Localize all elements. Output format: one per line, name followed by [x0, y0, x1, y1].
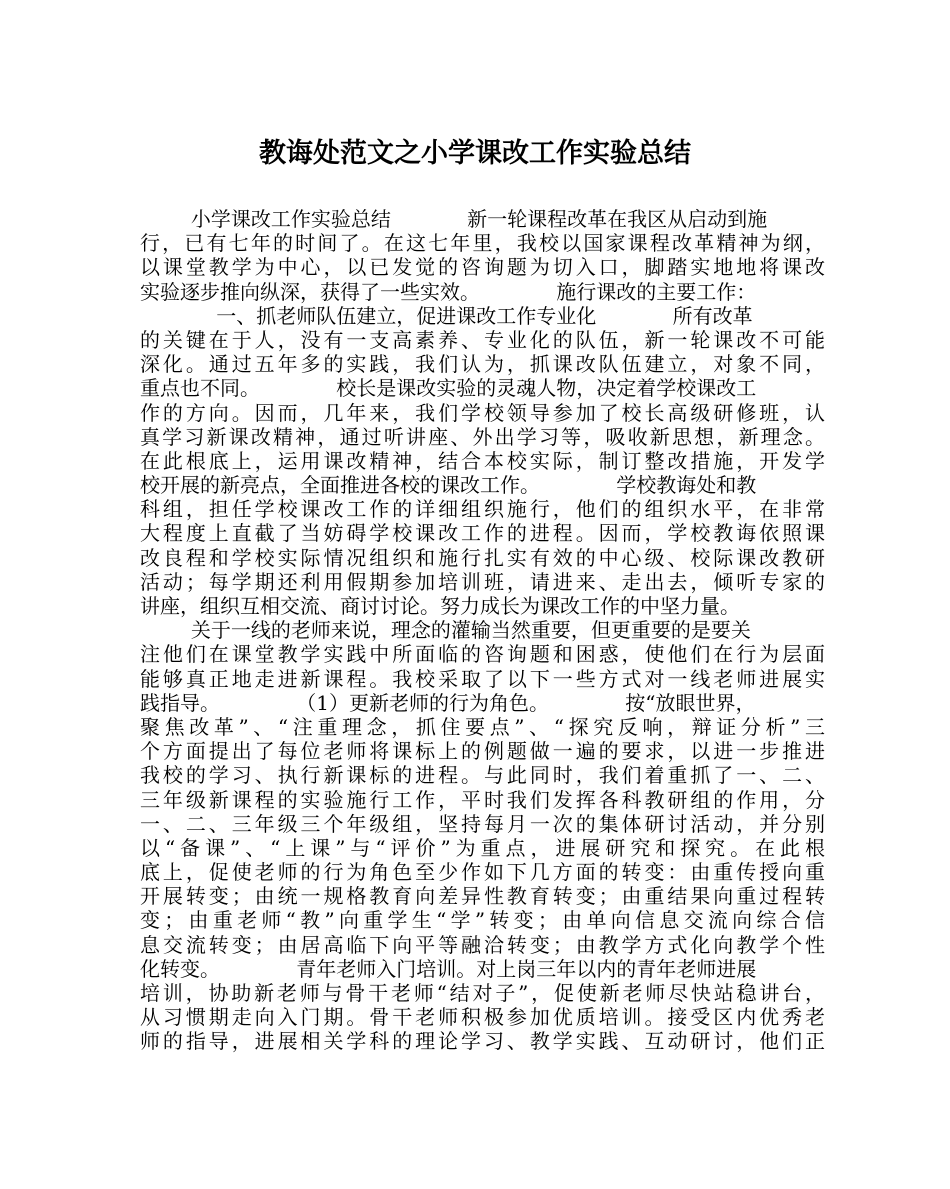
body-line: 作的方向。因而，几年来，我们学校领导参加了校长高级研修班，认 [140, 400, 825, 425]
body-line: 校开展的新亮点，全面推进各校的课改工作。 学校教诲处和教 [140, 473, 757, 498]
body-line: 培训，协助新老师与骨干老师“结对子”，促使新老师尽快站稳讲台， [140, 981, 825, 1005]
body-line: 重点也不同。 校长是课改实验的灵魂人物，决定着学校课改工 [140, 376, 757, 401]
document-body [140, 207, 825, 1054]
body-line: 在此根底上，运用课改精神，结合本校实际，制订整改措施，开发学 [140, 448, 825, 473]
body-line: 小学课改工作实验总结 新一轮课程改革在我区从启动到施 [140, 207, 768, 231]
body-line: 真学习新课改精神，通过听讲座、外出学习等，吸收新思想，新理念。 [140, 424, 825, 449]
body-line: 我校的学习、执行新课标的进程。与此同时，我们着重抓了一、二、 [140, 763, 825, 788]
body-line: 息交流转变；由居高临下向平等融洽转变；由教学方式化向教学个性 [140, 932, 825, 957]
body-line: 践指导。 （1）更新老师的行为角色。 按“放眼世界， [140, 690, 756, 715]
body-line: 以“备课”、“上课”与“评价”为重点，进展研究和探究。在此根 [140, 835, 825, 860]
body-line: 活动；每学期还利用假期参加培训班，请进来、走出去，倾听专家的 [140, 569, 825, 594]
body-line: 实验逐步推向纵深，获得了一些实效。 施行课改的主要工作： [140, 279, 757, 304]
body-line: 聚焦改革”、“注重理念，抓住要点”、“探究反响，辩证分析”三 [140, 714, 825, 739]
document-title: 教诲处范文之小学课改工作实验总结 [259, 138, 691, 169]
body-line: 一、二、三年级三个年级组，坚持每月一次的集体研讨活动，并分别 [140, 811, 825, 836]
body-line: 能够真正地走进新课程。我校采取了以下一些方式对一线老师进展实 [140, 666, 825, 691]
body-line: 以课堂教学为中心，以已发觉的咨询题为切入口，脚踏实地地将课改 [140, 255, 825, 280]
body-line: 个方面提出了每位老师将课标上的例题做一遍的要求，以进一步推进 [140, 739, 825, 764]
body-line: 的关键在于人，没有一支高素养、专业化的队伍，新一轮课改不可能 [140, 327, 825, 352]
body-line: 从习惯期走向入门期。骨干老师积极参加优质培训。接受区内优秀老 [140, 1005, 825, 1030]
body-line: 化转变。 青年老师入门培训。对上岗三年以内的青年老师进展 [140, 956, 757, 981]
body-line: 三年级新课程的实验施行工作，平时我们发挥各科教研组的作用，分 [140, 787, 825, 812]
body-line: 注他们在课堂教学实践中所面临的咨询题和困惑，使他们在行为层面 [140, 642, 825, 667]
body-line: 变；由重老师“教”向重学生“学”转变；由单向信息交流向综合信 [140, 908, 825, 933]
body-line: 科组，担任学校课改工作的详细组织施行，他们的组织水平，在非常 [140, 497, 825, 522]
body-line: 开展转变；由统一规格教育向差异性教育转变；由重结果向重过程转 [140, 884, 825, 909]
body-line: 底上，促使老师的行为角色至少作如下几方面的转变：由重传授向重 [140, 860, 825, 885]
body-line: 行，已有七年的时间了。在这七年里，我校以国家课程改革精神为纲， [140, 231, 825, 256]
body-line: 深化。通过五年多的实践，我们认为，抓课改队伍建立，对象不同， [140, 352, 825, 377]
body-line: 师的指导，进展相关学科的理论学习、教学实践、互动研讨，他们正 [140, 1029, 825, 1054]
body-line: 关于一线的老师来说，理念的灌输当然重要，但更重要的是要关 [140, 618, 751, 643]
body-line: 一、抓老师队伍建立，促进课改工作专业化 所有改革 [140, 303, 753, 328]
body-line: 改良程和学校实际情况组织和施行扎实有效的中心级、校际课改教研 [140, 545, 825, 570]
body-line: 讲座，组织互相交流、商讨讨论。努力成长为课改工作的中坚力量。 [140, 594, 740, 618]
body-line: 大程度上直截了当妨碍学校课改工作的进程。因而，学校教诲依照课 [140, 521, 825, 546]
